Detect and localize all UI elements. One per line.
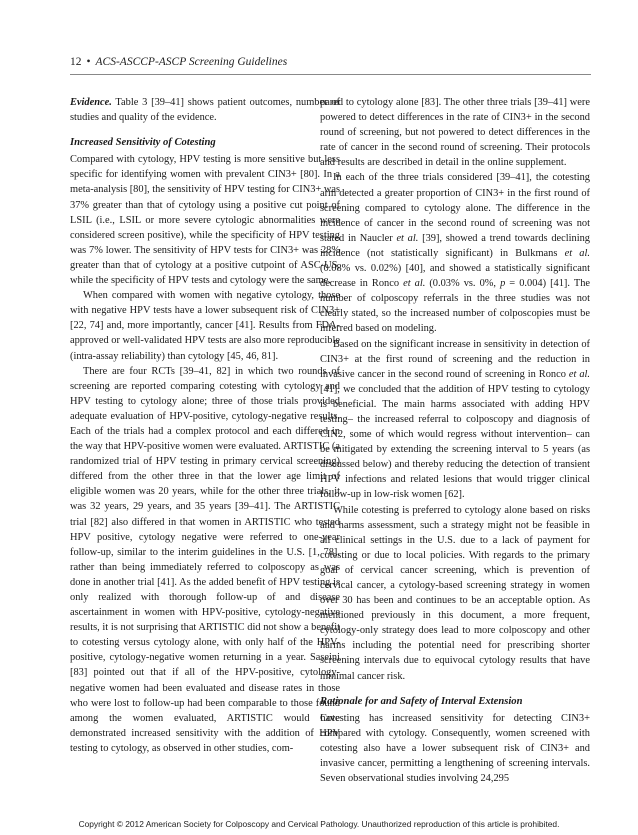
body-paragraph: Compared with cytology, HPV testing is more sensitive but less specific for identifying women with prevalent CIN3+ [80]. In a meta-analysis [80], the sensitivity of HPV testing for CIN3+ was 37% greater than that of cytology using a positive cut point of LSIL (i.e., LSIL or more severe cytologic abnormalities were considered screen positive), while the specificity of HPV testing was 7% lower. The sensitivity of HPV tests for CIN3+ was 28% greater than that of cytology at a positive cutpoint of ASC-US, while the specificity of HPV tests and cytology were the same. (70, 154, 341, 287)
text-run: (0.08% vs. 0.02%) [40], and showed a statistically significant decrease in Ronco (320, 263, 590, 290)
right-column (320, 95, 590, 786)
header-rule (70, 74, 591, 75)
text-run: (0.03% vs. 0%, (425, 278, 501, 290)
section-heading-interval-extension: Rationale for and Safety of Interval Extension (320, 695, 523, 707)
copyright-footer: Copyright © 2012 American Society for Colposcopy and Cervical Pathology. Unauthorized reproduction of this article is prohibited. (78, 819, 560, 829)
body-paragraph: pared to cytology alone [83]. The other three trials [39–41] were powered to detect differences in the rate of CIN3+ in the second round of screening, but not powered to detect differences in the rate of cancer in the second round of screening. Their protocols and results are described in detail in the online supplement. (320, 97, 590, 169)
section-heading-sensitivity: Increased Sensitivity of Cotesting (70, 137, 216, 149)
body-paragraph: There are four RCTs [39–41, 82] in which two rounds of screening are reported comparing cotesting with cytology and HPV testing to cytology alone; three of those trials provided adequate evaluation of HPV-positive, cytology-negative results. Each of the trials had a complex protocol and each differed in the way that HPV-positive women were evaluated. ARTISTIC (a randomized trial of HPV testing in primary cervical screening) differed from the other three in that the lower age limit of eligible women was 20 years, while for the other three trials, it was 32 years, 29 years, and 35 years [39–41]. The ARTISTIC trial [82] also differed in that women in ARTISTIC who tested HPV positive, cytology negative were referred to one-year follow-up, similar to the interim guidelines in the U.S. [1, 78], rather than being immediately referred to colposcopy as was done in another trial [41]. As the added benefit of HPV testing is only realized with thorough follow-up of and disease ascertainment in women with HPV-positive, cytology-negative results, it is not surprising that ARTISTIC did not show a benefit to cotesting versus cytology alone, with only half of the HPV-positive, cytology-negative women returning in a year. Saseini [83] pointed out that if all of the HPV-positive, cytology-negative women had been evaluated and disease rates in those who were lost to follow-up had been comparable to those found among the women evaluated, ARTISTIC would have demonstrated increased sensitivity with the addition of HPV testing to cytology, as observed in other studies, com- (70, 365, 340, 754)
evidence-text: Table 3 [39–41] shows patient outcomes, number of studies and quality of the evidence. (70, 97, 340, 124)
text-run: [39], showed a trend towards declining incidence (not statistically significant) in Bulkmans (320, 232, 590, 259)
et-al-italic: et al. (564, 247, 590, 259)
text-run: [41], we concluded that the addition of HPV testing to cytology is beneficial. The main harms associated with adding HPV testing– the increased referral to colposcopy and diagnosis of CIN2, some of which would regress without intervention– can be mitigated by extending the screening interval to 5 years (as discussed below) and thereby reducing the detection of transient HPV infections and related lesions that would trigger clinical follow-up in low-risk women [62]. (320, 383, 590, 501)
evidence-lead: Evidence. (70, 97, 112, 108)
body-paragraph: Cotesting has increased sensitivity for detecting CIN3+ compared with cytology. Consequently, women screened with cotesting also have a lower subsequent risk of CIN3+ and invasive cancer, permitting a lengthening of screening intervals. Seven observational studies involving 24,295 (320, 712, 590, 785)
running-title: ACS-ASCCP-ASCP Screening Guidelines (95, 56, 288, 68)
running-header (70, 56, 287, 68)
et-al-italic: et al. (403, 278, 426, 290)
p-value-italic: p (500, 278, 506, 290)
body-paragraph: While cotesting is preferred to cytology alone based on risks and harms assessment, such a strategy might not be feasible in all clinical settings in the U.S. due to a lack of payment for cotesting or due to local policies. With regards to the primary goal of cervical cancer screening, which is prevention of cervical cancer, a cytology-based screening strategy in women over 30 has been and continues to be an acceptable option. As mentioned previously in this document, a more frequent, cytology-only strategy does lead to more colposcopy and other harms including the potential need for prescribing shorter screening intervals due to equivocal cytology results that have minimal cancer risk. (320, 504, 590, 682)
text-run: = 0.004) [41]. The number of colposcopy referrals in the three studies was not clearly stated, so the increased number of colposcopies must be inferred based on modeling. (320, 278, 590, 335)
text-run: Based on the significant increase in sensitivity in detection of CIN3+ at the first round of screening and the reduction in invasive cancer in the second round of screening in Ronco (320, 338, 590, 380)
et-al-italic: et al. (396, 232, 419, 244)
et-al-italic: et al. (568, 368, 590, 380)
body-paragraph (320, 170, 590, 336)
left-column (70, 95, 340, 756)
text-run: In each of the three trials considered [39–41], the cotesting arm detected a greater proportion of CIN3+ in the first round of screening compared to cytology alone. The difference in the incidence of cancer in the second round of screening was not stated in Naucler (320, 172, 590, 244)
body-paragraph: When compared with women with negative cytology, those with negative HPV tests have a lower subsequent risk of CIN3+ [22, 74] and, more importantly, cancer [41]. Results from FDA-approved or well-validated HPV tests are also more reproducible (intra-assay reliability) than cytology [45, 46, 81]. (70, 290, 340, 362)
body-paragraph (320, 337, 590, 503)
evidence-paragraph (70, 95, 340, 125)
separator-bullet: • (86, 56, 91, 68)
page-number: 12 (70, 56, 82, 68)
